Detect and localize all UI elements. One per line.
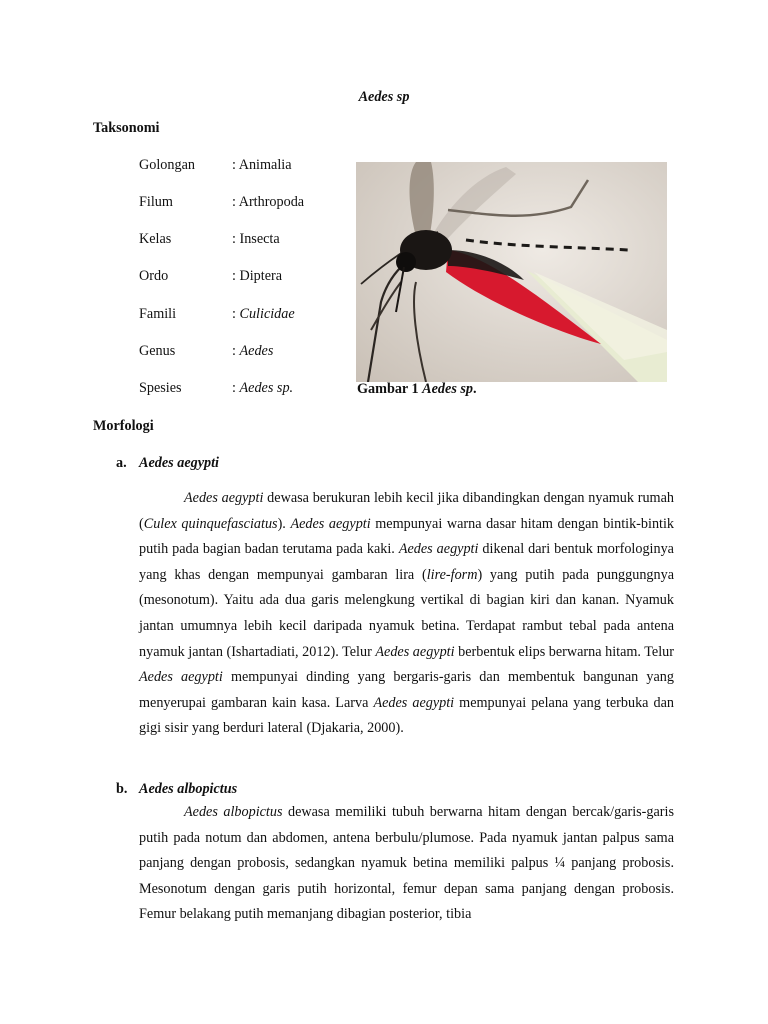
text-run: mempunyai pelana yang terbuka dan gigi sisir yang berduri lateral (Djakaria, 2000).	[139, 694, 674, 737]
leg	[466, 240, 628, 250]
taxonomy-value-italic: Aedes sp.	[239, 380, 294, 396]
italic-term: Aedes aegypti	[290, 515, 371, 532]
caption-label: Gambar 1	[357, 381, 423, 397]
section-b-paragraph	[139, 800, 674, 928]
taxonomy-value	[232, 192, 304, 212]
italic-term: Aedes aegypti	[184, 490, 264, 506]
taxonomy-value	[232, 155, 292, 175]
taxonomy-value-text: :	[232, 343, 240, 359]
italic-term: Aedes albopictus	[184, 804, 283, 820]
text-run: dewasa memiliki tubuh berwarna hitam dengan bercak/garis-garis putih pada notum dan abdomen, antena berbulu/plumose. Pada nyamuk jantan palpus sama panjang dengan probosis, sedangkan nyamuk betina memiliki palpus ¼ panjang probosis. Mesonotum dengan garis putih horizontal, femur depan sama panjang dengan probosis. Femur belakang putih memanjang dibagian posterior, tibia	[139, 804, 674, 923]
taxonomy-label: Ordo	[139, 268, 169, 284]
proboscis	[396, 267, 404, 312]
text-run: mempunyai warna dasar hitam dengan bintik-bintik putih pada bagian badan terutama pada kaki.	[139, 515, 675, 558]
morphology-heading: Morfologi	[93, 418, 154, 434]
italic-term: Culex quinquefasciatus	[143, 515, 278, 532]
section-b-title-text: Aedes albopictus	[139, 781, 238, 797]
taxonomy-value-text: : Insecta	[232, 231, 280, 247]
taxonomy-value-italic: Culicidae	[239, 306, 295, 322]
taxonomy-value	[232, 266, 282, 286]
italic-term: Aedes aegypti	[373, 694, 455, 711]
page-title: Aedes sp	[358, 89, 410, 105]
taxonomy-value-text: :	[232, 380, 240, 396]
text-run: mempunyai dinding yang bergaris-garis dan membentuk bangunan yang menyerupai gambaran kain kasa. Larva	[139, 669, 674, 711]
section-a-title	[139, 455, 219, 472]
taxonomy-label: Golongan	[139, 157, 195, 173]
caption-species: Aedes sp	[422, 381, 474, 397]
section-a-title-text: Aedes aegypti	[139, 455, 219, 471]
taxonomy-value	[232, 341, 273, 361]
section-b-marker: b.	[116, 781, 128, 797]
text-run: berbentuk elips berwarna hitam. Telur	[454, 643, 674, 660]
taxonomy-heading: Taksonomi	[93, 120, 160, 136]
taxonomy-value	[232, 304, 295, 324]
taxonomy-label: Kelas	[139, 231, 172, 247]
italic-term: Aedes aegypti	[375, 643, 455, 660]
taxonomy-value-text: : Diptera	[232, 268, 283, 284]
mosquito-illustration	[356, 162, 667, 382]
text-run: dewasa berukuran lebih kecil jika dibandingkan dengan nyamuk rumah (	[139, 490, 674, 532]
head	[396, 252, 416, 272]
taxonomy-value	[232, 229, 280, 249]
italic-term: lire-form	[426, 566, 478, 583]
section-a-marker: a.	[116, 455, 127, 471]
section-a-paragraph	[139, 486, 674, 742]
text-run: ).	[277, 515, 291, 532]
taxonomy-value	[232, 378, 293, 398]
caption-end: .	[473, 381, 477, 397]
leg	[414, 282, 426, 382]
taxonomy-value-italic: Aedes	[239, 343, 274, 359]
italic-term: Aedes aegypti	[139, 669, 223, 686]
taxonomy-label: Spesies	[139, 380, 182, 396]
section-b-title	[139, 781, 237, 798]
taxonomy-label: Famili	[139, 306, 177, 322]
taxonomy-label: Filum	[139, 194, 173, 210]
taxonomy-value-text: : Arthropoda	[232, 194, 305, 210]
text-run: dikenal dari bentuk morfologinya yang khas dengan mempunyai gambaran lira (	[139, 541, 674, 583]
taxonomy-value-text: : Animalia	[232, 157, 292, 173]
taxonomy-label: Genus	[139, 343, 176, 359]
taxonomy-value-text: :	[232, 306, 240, 322]
figure-caption	[357, 381, 477, 398]
text-run: ) yang putih pada punggungnya (mesonotum). Yaitu ada dua garis melengkung vertikal di bagian kiri dan kanan. Nyamuk jantan umumnya lebih kecil daripada nyamuk betina. Terdapat rambut tebal pada antena nyamuk jantan (Ishartadiati, 2012). Telur	[139, 566, 675, 660]
italic-term: Aedes aegypti	[398, 541, 479, 558]
mosquito-photo	[356, 162, 667, 382]
